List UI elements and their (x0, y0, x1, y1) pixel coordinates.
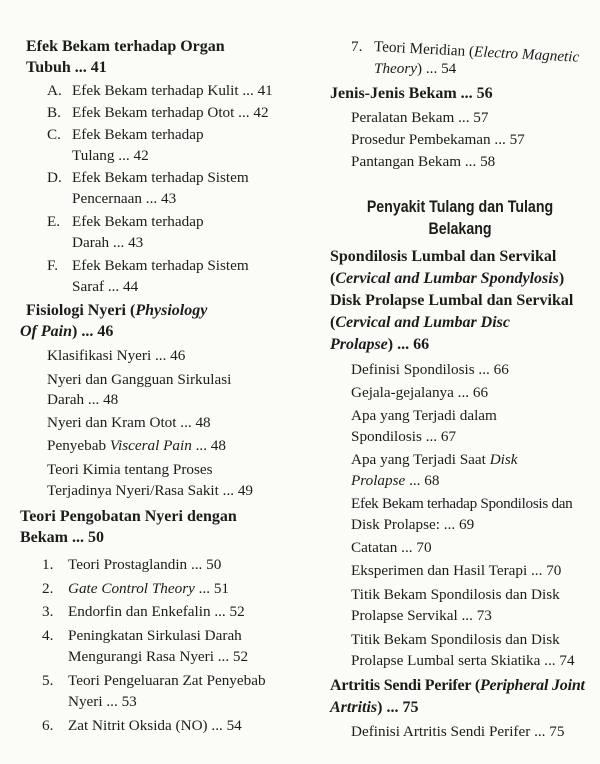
heading-italic-text: Physiology (135, 302, 208, 319)
toc-item-nyeri-sirkulasi[interactable]: Nyeri dan Gangguan Sirkulasi (47, 371, 232, 388)
chapter-title-cont: Belakang (428, 220, 492, 238)
item-italic-text: Gate Control Theory (68, 580, 195, 597)
toc-item-efek-tulang-cont[interactable]: Tulang ... 42 (72, 147, 149, 164)
toc-heading-disk-prolapse-cont[interactable] (330, 313, 510, 333)
toc-item-letter: A. (47, 82, 62, 99)
item-text: Penyebab (47, 437, 110, 454)
toc-item-efek-spondilosis[interactable]: Efek Bekam terhadap Spondilosis dan (351, 495, 573, 512)
toc-heading-teori-pengobatan[interactable]: Teori Pengobatan Nyeri dengan (20, 508, 237, 525)
toc-item-efek-kulit[interactable]: Efek Bekam terhadap Kulit ... 41 (72, 82, 273, 99)
toc-item-efek-pencernaan-cont[interactable]: Pencernaan ... 43 (72, 190, 177, 207)
toc-item-number: 2. (42, 580, 54, 597)
toc-item-klasifikasi-nyeri[interactable]: Klasifikasi Nyeri ... 46 (47, 347, 186, 364)
toc-item-zat-penyebab[interactable]: Teori Pengeluaran Zat Penyebab (68, 672, 266, 689)
item-italic-text: Electro Magnetic (473, 43, 580, 66)
toc-heading-artritis-cont[interactable] (330, 698, 418, 718)
toc-item-nyeri-sirkulasi-cont[interactable]: Darah ... 48 (47, 391, 119, 408)
toc-item-efek-pencernaan[interactable]: Efek Bekam terhadap Sistem (72, 169, 249, 186)
item-text: Apa yang Terjadi Saat (351, 451, 490, 468)
item-text: ... 48 (191, 437, 226, 454)
toc-item-letter: F. (47, 257, 59, 274)
toc-item-number: 1. (42, 556, 54, 573)
toc-item-definisi-spondilosis[interactable]: Definisi Spondilosis ... 66 (351, 361, 509, 378)
item-text: ... 51 (194, 580, 230, 597)
toc-item-gate-control[interactable] (68, 579, 229, 599)
item-italic-text: Theory (374, 60, 418, 77)
toc-item-efek-spondilosis-cont[interactable]: Disk Prolapse: ... 69 (351, 516, 475, 533)
toc-heading-disk-prolapse-cont2[interactable] (330, 335, 429, 355)
heading-italic-text: Artritis (330, 699, 378, 716)
toc-heading-teori-pengobatan-cont[interactable]: Bekam ... 50 (20, 529, 104, 546)
toc-item-number: 5. (42, 672, 54, 689)
heading-italic-text: Peripheral Joint (479, 677, 585, 694)
heading-italic-text: Cervical and Lumbar Disc (335, 314, 510, 331)
toc-heading-fisiologi-nyeri-cont[interactable] (20, 322, 113, 342)
heading-text: ) (558, 270, 565, 287)
heading-text: ) ... 46 (72, 323, 114, 340)
toc-item-apa-terjadi-dalam-cont[interactable]: Spondilosis ... 67 (351, 428, 457, 445)
toc-item-efek-saraf[interactable]: Efek Bekam terhadap Sistem (72, 257, 249, 274)
toc-item-letter: D. (47, 169, 62, 186)
toc-item-peralatan-bekam[interactable]: Peralatan Bekam ... 57 (351, 109, 489, 126)
toc-item-letter: B. (47, 104, 61, 121)
heading-text: ) ... 75 (377, 699, 419, 716)
toc-item-titik-lumbal-cont[interactable]: Prolapse Lumbal serta Skiatika ... 74 (351, 652, 575, 669)
toc-heading-spondilosis-cont[interactable] (330, 269, 564, 289)
toc-heading-efek-bekam-organ[interactable]: Efek Bekam terhadap Organ (26, 38, 225, 55)
toc-item-letter: C. (47, 126, 61, 143)
toc-item-visceral-pain[interactable] (47, 436, 226, 456)
toc-item-titik-servikal-cont[interactable]: Prolapse Servikal ... 73 (351, 607, 492, 624)
toc-item-titik-lumbal[interactable]: Titik Bekam Spondilosis dan Disk (351, 631, 560, 648)
item-text: Teori Meridian ( (373, 38, 475, 61)
toc-item-number: 3. (42, 603, 54, 620)
item-italic-text: Prolapse (351, 472, 406, 489)
heading-text: ( (330, 314, 336, 331)
toc-item-number: 6. (42, 717, 54, 734)
item-text: ) ... 54 (417, 60, 457, 77)
toc-heading-efek-bekam-organ-cont[interactable]: Tubuh ... 41 (26, 59, 107, 76)
heading-italic-text: Cervical and Lumbar Spondylosis (335, 270, 559, 287)
item-italic-text: Visceral Pain (109, 437, 192, 454)
toc-item-letter: E. (47, 213, 61, 230)
toc-item-eksperimen[interactable]: Eksperimen dan Hasil Terapi ... 70 (351, 562, 562, 579)
toc-item-zat-penyebab-cont[interactable]: Nyeri ... 53 (68, 693, 137, 710)
toc-heading-fisiologi-nyeri[interactable] (26, 301, 207, 321)
toc-item-efek-tulang[interactable]: Efek Bekam terhadap (72, 126, 204, 143)
toc-item-teori-kimia[interactable]: Teori Kimia tentang Proses (47, 461, 213, 478)
toc-item-peningkatan-sirkulasi[interactable]: Peningkatan Sirkulasi Darah (68, 627, 242, 644)
toc-item-efek-otot[interactable]: Efek Bekam terhadap Otot ... 42 (72, 104, 269, 121)
item-text: ... 68 (405, 472, 440, 489)
toc-heading-jenis-bekam[interactable]: Jenis-Jenis Bekam ... 56 (330, 85, 493, 102)
heading-text: ) ... 66 (387, 336, 430, 353)
toc-item-peningkatan-sirkulasi-cont[interactable]: Mengurangi Rasa Nyeri ... 52 (68, 648, 249, 665)
toc-item-apa-terjadi-saat-cont[interactable] (351, 471, 439, 491)
toc-item-prosedur-pembekaman[interactable]: Prosedur Pembekaman ... 57 (351, 131, 525, 148)
heading-text: Fisiologi Nyeri ( (26, 302, 136, 319)
toc-heading-artritis[interactable] (330, 676, 585, 696)
toc-item-endorfin[interactable]: Endorfin dan Enkefalin ... 52 (68, 603, 245, 620)
heading-italic-text: Prolapse (330, 336, 388, 353)
toc-item-titik-servikal[interactable]: Titik Bekam Spondilosis dan Disk (351, 586, 560, 603)
toc-item-teori-meridian-cont[interactable] (374, 59, 456, 79)
heading-italic-text: Of Pain (20, 323, 72, 340)
toc-item-teori-kimia-cont[interactable]: Terjadinya Nyeri/Rasa Sakit ... 49 (47, 482, 254, 499)
toc-heading-spondilosis[interactable]: Spondilosis Lumbal dan Servikal (330, 248, 557, 265)
toc-item-catatan[interactable]: Catatan ... 70 (351, 539, 432, 556)
chapter-title: Penyakit Tulang dan Tulang (366, 198, 554, 216)
toc-item-apa-terjadi-dalam[interactable]: Apa yang Terjadi dalam (351, 407, 497, 424)
toc-item-nyeri-kram-otot[interactable]: Nyeri dan Kram Otot ... 48 (47, 414, 211, 431)
heading-text: ( (330, 270, 336, 287)
heading-text: Artritis Sendi Perifer ( (330, 677, 480, 694)
toc-item-gejala[interactable]: Gejala-gejalanya ... 66 (351, 384, 489, 401)
toc-item-efek-darah-cont[interactable]: Darah ... 43 (72, 234, 144, 251)
toc-heading-disk-prolapse[interactable]: Disk Prolapse Lumbal dan Servikal (330, 292, 574, 309)
toc-item-efek-saraf-cont[interactable]: Saraf ... 44 (72, 278, 139, 295)
toc-item-definisi-artritis[interactable]: Definisi Artritis Sendi Perifer ... 75 (351, 723, 565, 740)
toc-item-number: 7. (351, 38, 363, 55)
item-italic-text: Disk (489, 451, 518, 468)
toc-item-efek-darah[interactable]: Efek Bekam terhadap (72, 213, 204, 230)
toc-item-nitrit-oksida[interactable]: Zat Nitrit Oksida (NO) ... 54 (68, 717, 242, 734)
toc-item-prostaglandin[interactable]: Teori Prostaglandin ... 50 (68, 556, 222, 573)
toc-item-apa-terjadi-saat[interactable] (351, 450, 518, 470)
toc-item-pantangan-bekam[interactable]: Pantangan Bekam ... 58 (351, 153, 496, 170)
toc-item-number: 4. (42, 627, 54, 644)
